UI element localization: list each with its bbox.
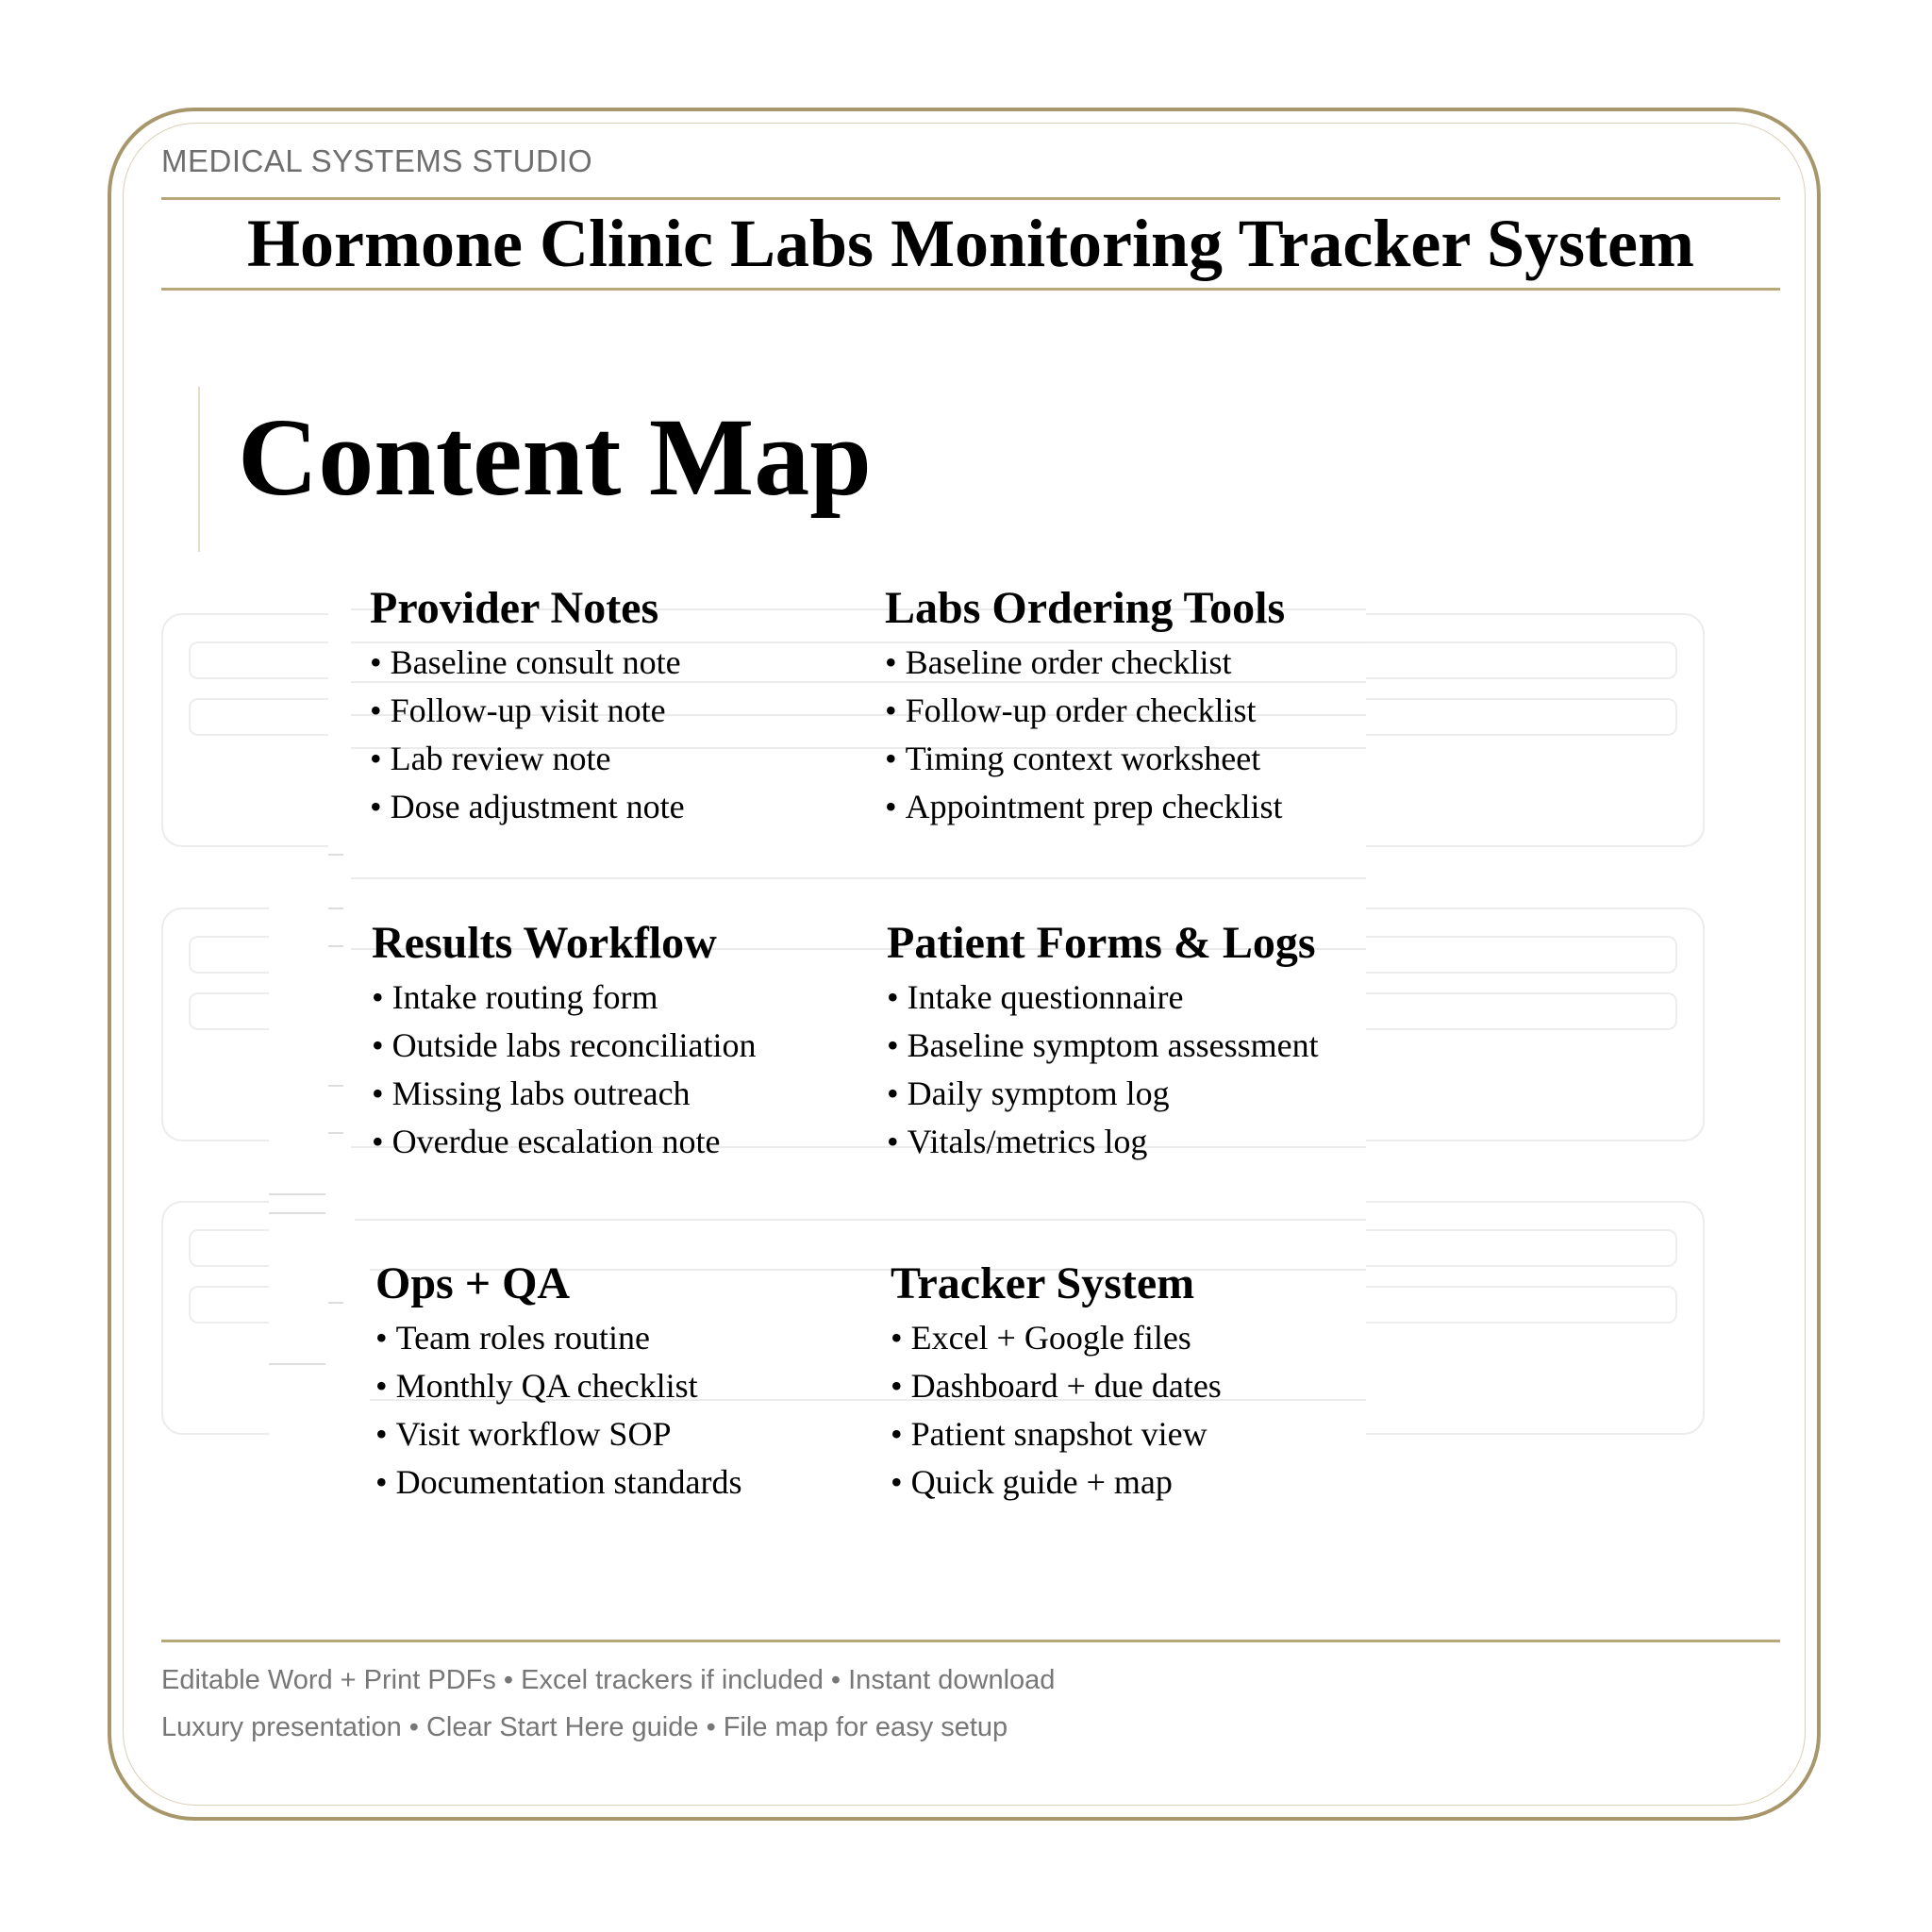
ghost-tick <box>328 1085 343 1087</box>
ghost-line <box>355 1219 1366 1221</box>
ghost-tick <box>328 1132 343 1134</box>
list-item: • Follow-up order checklist <box>885 687 1394 735</box>
header-rule-top <box>161 197 1780 200</box>
card-list <box>885 639 1394 831</box>
list-item: • Intake routing form <box>372 974 881 1022</box>
list-item: • Vitals/metrics log <box>887 1118 1396 1166</box>
card-title: Ops + QA <box>375 1258 571 1308</box>
list-item: • Timing context worksheet <box>885 735 1394 783</box>
list-item: • Baseline order checklist <box>885 639 1394 687</box>
list-item: • Follow-up visit note <box>370 687 879 735</box>
card-provider-notes <box>370 580 879 831</box>
card-tracker-system <box>891 1256 1400 1507</box>
header-rule-bottom <box>161 288 1780 291</box>
list-item: • Intake questionnaire <box>887 974 1396 1022</box>
ghost-tick <box>328 1302 343 1304</box>
ghost-tick <box>328 854 343 856</box>
card-list <box>375 1314 885 1507</box>
ghost-tick <box>269 1193 325 1195</box>
ghost-tick <box>328 908 343 909</box>
list-item: • Monthly QA checklist <box>375 1362 885 1410</box>
card-results-workflow <box>372 915 881 1166</box>
list-item: • Quick guide + map <box>891 1458 1400 1507</box>
ghost-line <box>351 877 1366 879</box>
footer-rule <box>161 1640 1780 1642</box>
footer-presentation-line: Luxury presentation • Clear Start Here guide • File map for easy setup <box>161 1712 1008 1742</box>
list-item: • Excel + Google files <box>891 1314 1400 1362</box>
card-patient-forms-logs <box>887 915 1396 1166</box>
card-title: Labs Ordering Tools <box>885 583 1286 633</box>
list-item: • Daily symptom log <box>887 1070 1396 1118</box>
ghost-tick <box>269 1212 325 1214</box>
list-item: • Outside labs reconciliation <box>372 1022 881 1070</box>
list-item: • Patient snapshot view <box>891 1410 1400 1458</box>
card-list <box>372 974 881 1166</box>
list-item: • Visit workflow SOP <box>375 1410 885 1458</box>
card-title: Tracker System <box>891 1258 1195 1308</box>
ghost-tick <box>269 1363 325 1365</box>
card-labs-ordering-tools <box>885 580 1394 831</box>
document-title: Hormone Clinic Labs Monitoring Tracker System <box>247 206 1694 281</box>
brand-label: MEDICAL SYSTEMS STUDIO <box>161 143 593 178</box>
card-list <box>887 974 1396 1166</box>
list-item: • Baseline symptom assessment <box>887 1022 1396 1070</box>
card-list <box>891 1314 1400 1507</box>
list-item: • Team roles routine <box>375 1314 885 1362</box>
list-item: • Dose adjustment note <box>370 783 879 831</box>
list-item: • Documentation standards <box>375 1458 885 1507</box>
section-title: Content Map <box>238 395 872 519</box>
card-list <box>370 639 879 831</box>
card-title: Results Workflow <box>372 918 717 968</box>
footer-features-line: Editable Word + Print PDFs • Excel trackers if included • Instant download <box>161 1665 1056 1695</box>
list-item: • Overdue escalation note <box>372 1118 881 1166</box>
card-title: Provider Notes <box>370 583 659 633</box>
ghost-tick <box>328 945 343 947</box>
list-item: • Dashboard + due dates <box>891 1362 1400 1410</box>
list-item: • Baseline consult note <box>370 639 879 687</box>
list-item: • Missing labs outreach <box>372 1070 881 1118</box>
card-title: Patient Forms & Logs <box>887 918 1316 968</box>
ghost-mask <box>269 858 330 1443</box>
list-item: • Appointment prep checklist <box>885 783 1394 831</box>
card-ops-qa <box>375 1256 885 1507</box>
title-accent-line <box>198 387 200 552</box>
list-item: • Lab review note <box>370 735 879 783</box>
